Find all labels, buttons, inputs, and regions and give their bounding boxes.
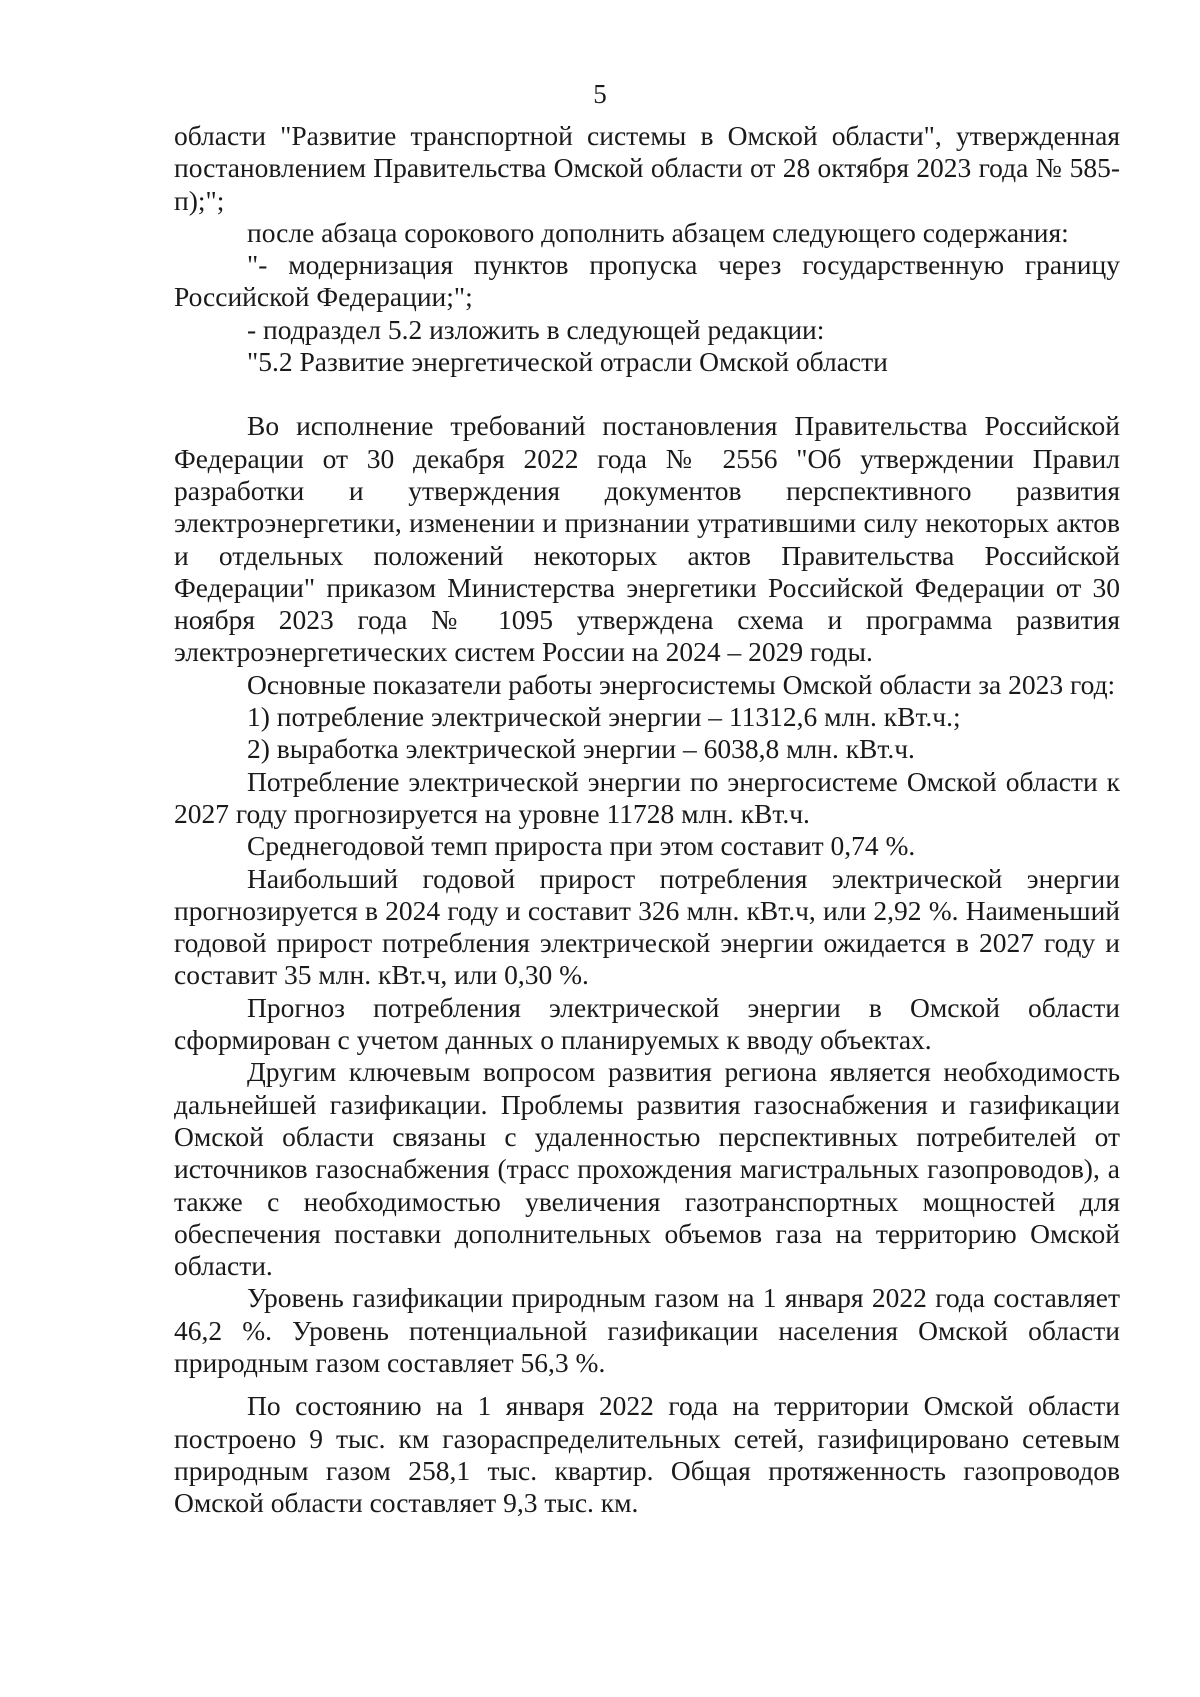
page-number: 5	[593, 79, 607, 109]
paragraph-growth-rate: Среднегодовой темп прироста при этом составит 0,74 %.	[247, 830, 916, 862]
paragraph-indicators-intro: Основные показатели работы энергосистемы Омской области за 2023 год:	[247, 668, 1116, 700]
list-item-consumption: 1) потребление электрической энергии – 11312,6 млн. кВт.ч.;	[247, 701, 961, 733]
paragraph-forecast-basis: Прогноз потребления электрической энергии в Омской области сформирован с учетом данных о планируемых к вводу объектах.	[174, 991, 1120, 1056]
paragraph-continuation: области "Развитие транспортной системы в Омской области", утвержденная постановлением Правительства Омской области от 28 октября 2023 года № 585-п);";	[174, 120, 1120, 216]
list-item-generation: 2) выработка электрической энергии – 6038,8 млн. кВт.ч.	[247, 733, 915, 765]
paragraph-gasification-problems: Другим ключевым вопросом развития региона является необходимость дальнейшей газификации. Проблемы развития газоснабжения и газификации Омской области связаны с удаленностью перспективных потребителей от источников газоснабжения (трасс прохождения магистральных газопроводов), а также с необходимостью увеличения газотранспортных мощностей для обеспечения поставки дополнительных объемов газа на территорию Омской области.	[174, 1056, 1120, 1282]
paragraph-forecast: Потребление электрической энергии по энергосистеме Омской области к 2027 году прогнозируется на уровне 11728 млн. кВт.ч.	[174, 765, 1120, 829]
document-body	[174, 120, 1120, 1519]
paragraph-regulation: Во исполнение требований постановления Правительства Российской Федерации от 30 декабря 2022 года № 2556 "Об утверждении Правил разработки и утверждения документов перспективного развития электроэнергетики, изменении и признании утратившими силу некоторых актов и отдельных положений некоторых актов Правительства Российской Федерации" приказом Министерства энергетики Российской Федерации от 30 ноября 2023 года № 1095 утверждена схема и программа развития электроэнергетических систем России на 2024 – 2029 годы.	[174, 410, 1120, 668]
paragraph-gas-networks: По состоянию на 1 января 2022 года на территории Омской области построено 9 тыс. км газораспределительных сетей, газифицировано сетевым природным газом 258,1 тыс. квартир. Общая протяженность газопроводов Омской области составляет 9,3 тыс. км.	[174, 1390, 1120, 1519]
subsection-heading: "5.2 Развитие энергетической отрасли Омской области	[247, 346, 888, 378]
paragraph-subsection-instruction: - подраздел 5.2 изложить в следующей редакции:	[247, 313, 825, 345]
paragraph-amendment-text: "- модернизация пунктов пропуска через государственную границу Российской Федерации;";	[174, 249, 1120, 313]
paragraph-gasification-level: Уровень газификации природным газом на 1 января 2022 года составляет 46,2 %. Уровень потенциальной газификации населения Омской области природным газом составляет 56,3 %.	[174, 1282, 1120, 1378]
paragraph-amendment-instruction: после абзаца сорокового дополнить абзацем следующего содержания:	[247, 216, 1069, 248]
paragraph-max-min-growth: Наибольший годовой прирост потребления электрической энергии прогнозируется в 2024 году и составит 326 млн. кВт.ч, или 2,92 %. Наименьший годовой прирост потребления электрической энергии ожидается в 2027 году и составит 35 млн. кВт.ч, или 0,30 %.	[174, 862, 1120, 991]
